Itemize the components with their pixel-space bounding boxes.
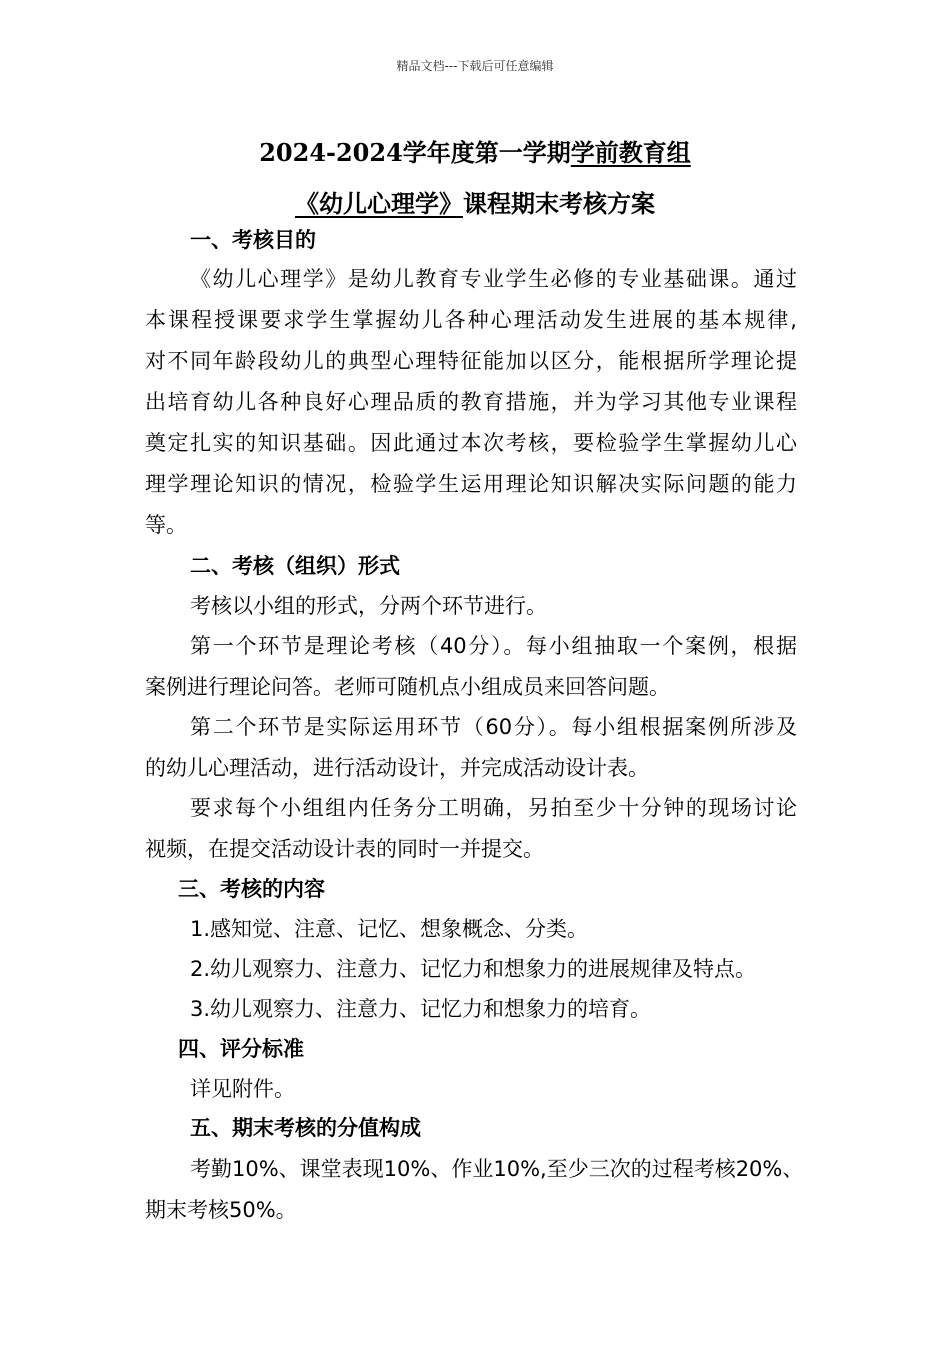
section1-line: 理学理论知识的情况，检验学生运用理论知识解决实际问题的能力: [145, 472, 797, 496]
section1-line: 对不同年龄段幼儿的典型心理特征能加以区分，能根据所学理论提: [145, 349, 797, 373]
section1-line: 本课程授课要求学生掌握幼儿各种心理活动发生进展的基本规律,: [145, 308, 797, 332]
section2-paragraph: 视频，在提交活动设计表的同时一并提交。: [145, 837, 544, 861]
section3-list-item: 2.幼儿观察力、注意力、记忆力和想象力的进展规律及特点。: [190, 957, 757, 981]
section1-line: 出培育幼儿各种良好心理品质的教育措施，并为学习其他专业课程: [145, 390, 797, 414]
section1-heading: 一、考核目的: [190, 228, 316, 252]
document-title-line1: [0, 133, 950, 168]
section1-line: 等。: [145, 513, 187, 537]
section3-list-item: 3.幼儿观察力、注意力、记忆力和想象力的培育。: [190, 997, 652, 1021]
section3-list-item: 1.感知觉、注意、记忆、想象概念、分类。: [190, 917, 589, 941]
title-year-term: 2024-2024学年度第一学期: [259, 138, 571, 167]
title-course-name: 《幼儿心理学》: [295, 189, 463, 218]
section2-paragraph: 的幼儿心理活动，进行活动设计，并完成活动设计表。: [145, 756, 649, 780]
section5-text: 考勤10%、课堂表现10%、作业10%,至少三次的过程考核20%、: [190, 1157, 804, 1181]
section5-heading: 五、期末考核的分值构成: [190, 1116, 421, 1140]
section3-heading: 三、考核的内容: [178, 877, 325, 901]
section2-paragraph: 要求每个小组组内任务分工明确，另拍至少十分钟的现场讨论: [190, 796, 797, 820]
section4-text: 详见附件。: [190, 1077, 295, 1101]
section5-text: 期末考核50%。: [145, 1198, 297, 1222]
section2-paragraph: 考核以小组的形式，分两个环节进行。: [190, 594, 547, 618]
title-plan: 课程期末考核方案: [463, 189, 655, 218]
section2-paragraph: 第二个环节是实际运用环节（60分）。每小组根据案例所涉及: [190, 715, 797, 739]
section1-line: 《幼儿心理学》是幼儿教育专业学生必修的专业基础课。通过: [190, 267, 797, 291]
section2-paragraph: 案例进行理论问答。老师可随机点小组成员来回答问题。: [145, 675, 670, 699]
title-group: 学前教育组: [570, 138, 691, 167]
section1-line: 奠定扎实的知识基础。因此通过本次考核，要检验学生掌握幼儿心: [145, 431, 797, 455]
section2-paragraph: 第一个环节是理论考核（40分）。每小组抽取一个案例，根据: [190, 634, 797, 658]
document-title-line2: [0, 184, 950, 219]
section4-heading: 四、评分标准: [178, 1037, 304, 1061]
section2-heading: 二、考核（组织）形式: [190, 554, 400, 578]
page-header-note: 精品文档---下载后可任意编辑: [396, 59, 554, 73]
